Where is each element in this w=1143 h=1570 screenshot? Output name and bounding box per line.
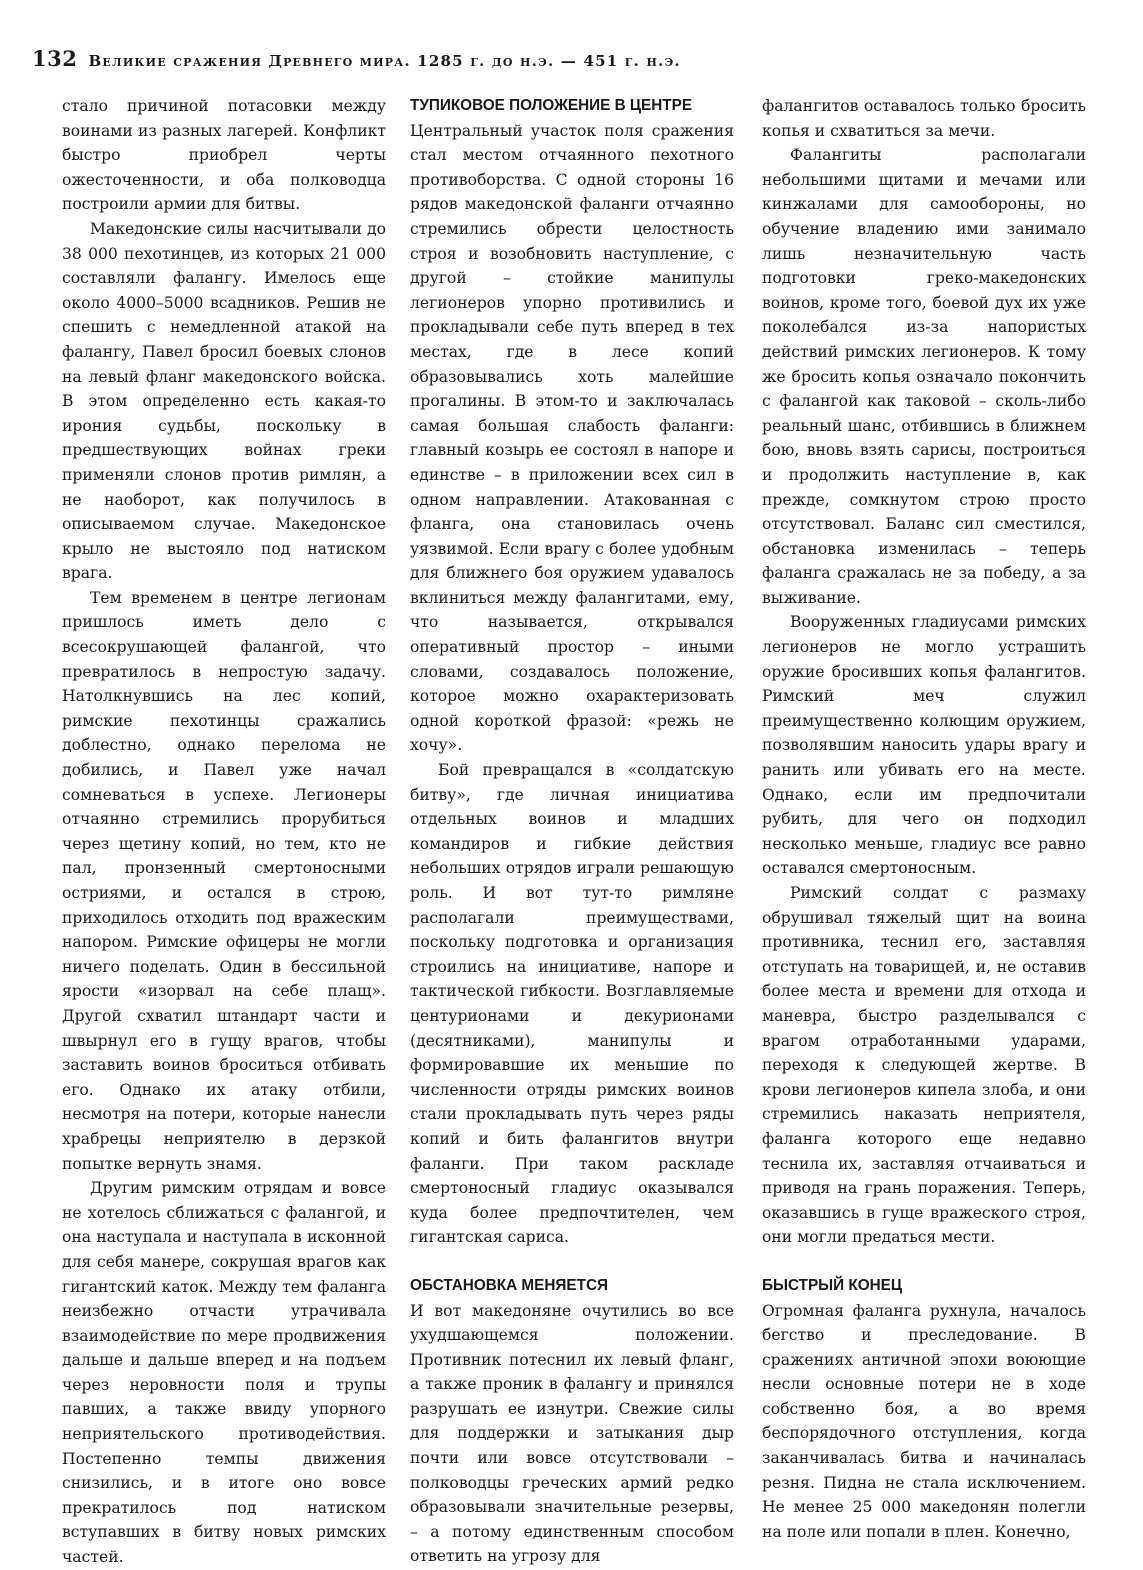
- text-column-2: [410, 94, 734, 1569]
- paragraph: Македонские силы насчитывали до 38 000 пехотинцев, из которых 21 000 составляли фалангу. Имелось еще около 4000–5000 всадников. Решив не спешить с немедленной атакой на фалангу, Павел бросил боевых слонов на левый фланг македонского войска. В этом определенно есть какая-то ирония судьбы, поскольку в предшествующих войнах греки применяли слонов против римлян, а не наоборот, как получилось в описываемом случае. Македонское крыло не выстояло под натиском врага.: [62, 219, 386, 583]
- paragraph: Бой превращался в «солдатскую битву», где личная инициатива отдельных воинов и младших командиров и гибкие действия небольших отрядов играли решающую роль. И вот тут-то римляне располагали преимуществами, поскольку подготовка и организация строились на инициативе, напоре и тактической гибкости. Возглавляемые центурионами и декурионами (десятниками), манипулы и формировавшие их меньшие по численности отряды римских воинов стали прокладывать путь через ряды копий и бить фалангитов внутри фаланги. При таком раскладе смертоносный гладиус оказывался куда более предпочтителен, чем гигантская сариса.: [410, 761, 734, 1247]
- paragraph: Фалангиты располагали небольшими щитами и мечами или кинжалами для самообороны, но обучение владению ими занимало лишь незначительную часть подготовки греко-македонских воинов, кроме того, боевой дух их уже поколебался из-за напористых действий римских легионеров. К тому же бросить копья означало покончить с фалангой как таковой – сколь-либо реальный шанс, отбившись в ближнем бою, вновь взять сарисы, построиться и продолжить наступление в, как прежде, сомкнутом строю просто отсутствовал. Баланс сил сместился, обстановка изменилась – теперь фаланга сражалась не за победу, а за выживание.: [762, 146, 1086, 607]
- section-heading: БЫСТРЫЙ КОНЕЦ: [762, 1276, 903, 1294]
- running-head: [32, 46, 681, 71]
- paragraph: Римский солдат с размаху обрушивал тяжелый щит на воина противника, теснил его, заставляя отступать на товарищей, и, не оставив более места и времени для отхода и маневра, быстро разделывался с врагом отработанными ударами, переходя к следующей жертве. В крови легионеров кипела злоба, и они стремились наказать неприятеля, фаланга которого еще недавно теснила их, заставляя отчаиваться и приводя на грань поражения. Теперь, оказавшись в гуще вражеского строя, они могли предаться мести.: [762, 884, 1086, 1247]
- paragraph: Огромная фаланга рухнула, началось бегство и преследование. В сражениях античной эпохи воюющие несли основные потери не в ходе собственно боя, а во время беспорядочного отступления, когда заканчивалась битва и начиналась резня. Пидна не стала исключением. Не менее 25 000 македонян полегли на поле или попали в плен. Конечно,: [762, 1301, 1086, 1541]
- paragraph: Другим римским отрядам и вовсе не хотелось сближаться с фалангой, и она наступала и наступала в исконной для себя манере, сокрушая врагов как гигантский каток. Между тем фаланга неизбежно отчасти утрачивала взаимодействие по мере продвижения дальше и дальше вперед и на подъем через неровности поля и трупы павших, а также ввиду упорного неприятельского противодействия. Постепенно темпы движения снизились, и в итоге оно вовсе прекратилось под натиском вступавших в битву новых римских частей.: [62, 1179, 386, 1567]
- paragraph: фалангитов оставалось только бросить копья и схватиться за мечи.: [762, 97, 1086, 140]
- book-title: Великие сражения Древнего мира. 1285 г. до н.э. — 451 г. н.э.: [88, 52, 681, 70]
- text-column-1: [62, 94, 386, 1570]
- paragraph: Центральный участок поля сражения стал местом отчаянного пехотного противоборства. С одной стороны 16 рядов македонской фаланги отчаянно стремились обрести целостность строя и возобновить наступление, с другой – стойкие манипулы легионеров упорно противились и прокладывали себе путь вперед в тех местах, где в лесе копий образовывались хоть малейшие прогалины. В этом-то и заключалась самая большая слабость фаланги: главный козырь ее состоял в напоре и единстве – в приложении всех сил в одном направлении. Атакованная с фланга, она становилась очень уязвимой. Если врагу с более удобным для ближнего боя оружием удавалось вклиниться между фалангитами, ему, что называется, открывался оперативный простор – иными словами, создавалось положение, которое можно охарактеризовать одной короткой фразой: «режь не хочу».: [410, 121, 734, 755]
- section-heading: ОБСТАНОВКА МЕНЯЕТСЯ: [410, 1276, 608, 1294]
- paragraph: Вооруженных гладиусами римских легионеров не могло устрашить оружие бросивших копья фалангитов. Римский меч служил преимущественно колющим оружием, позволявшим наносить удары врагу и ранить или убивать его на месте. Однако, если им предпочитали рубить, для чего он подходил несколько меньше, гладиус все равно оставался смертоносным.: [762, 613, 1086, 878]
- page-number: 132: [32, 46, 78, 71]
- paragraph: стало причиной потасовки между воинами из разных лагерей. Конфликт быстро приобрел черты ожесточенности, и оба полководца построили армии для битвы.: [62, 97, 386, 214]
- section-heading: ТУПИКОВОЕ ПОЛОЖЕНИЕ В ЦЕНТРЕ: [410, 97, 693, 114]
- text-column-3: [762, 94, 1086, 1544]
- paragraph: И вот македоняне очутились во все ухудшающемся положении. Противник потеснил их левый фланг, а также проник в фалангу и принялся разрушать ее изнутри. Свежие силы для поддержки и затыкания дыр почти или вовсе отсутствовали – полководцы греческих армий редко образовывали значительные резервы, – а потому единственным способом ответить на угрозу для: [410, 1301, 734, 1566]
- paragraph: Тем временем в центре легионам пришлось иметь дело с всесокрушающей фалангой, что превратилось в непростую задачу. Натолкнувшись на лес копий, римские пехотинцы сражались доблестно, однако перелома не добились, и Павел уже начал сомневаться в успехе. Легионеры отчаянно стремились прорубиться через щетину копий, но тем, кто не пал, пронзенный смертоносными остриями, и остался в строю, приходилось отходить под вражеским напором. Римские офицеры не могли ничего поделать. Один в бессильной ярости «изорвал на себе плащ». Другой схватил штандарт части и швырнул его в гущу врагов, чтобы заставить воинов броситься отбивать его. Однако их атаку отбили, несмотря на потери, которые нанесли храбрецы неприятелю в дерзкой попытке вернуть знамя.: [62, 588, 386, 1173]
